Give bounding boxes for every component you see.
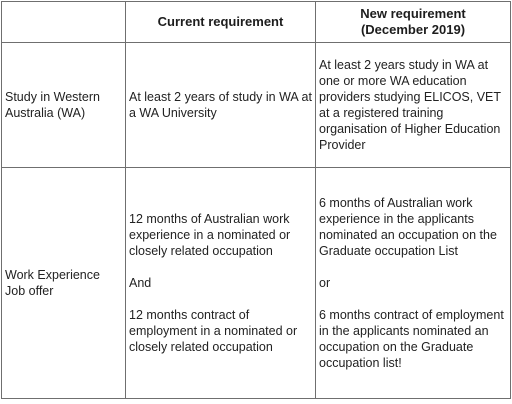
table-row-study: [2, 43, 511, 168]
requirements-table: [1, 1, 511, 399]
new-contract-text: 6 months contract of employment in the applicants nominated an occupation on the Graduate occupation list!: [319, 308, 504, 370]
table-row-work: [2, 168, 511, 399]
row-label-work: Work Experience Job offer: [2, 168, 126, 399]
current-requirement-work: [126, 168, 316, 399]
current-connector-text: And: [129, 276, 152, 290]
new-requirement-work: [316, 168, 511, 399]
header-new-requirement: [316, 2, 511, 43]
current-work-experience-text: 12 months of Australian work experience in a nominated or closely related occupation: [129, 212, 291, 258]
current-requirement-study: At least 2 years of study in WA at a WA University: [126, 43, 316, 168]
row-label-study: Study in Western Australia (WA): [2, 43, 126, 168]
header-current-requirement: Current requirement: [126, 2, 316, 43]
new-work-experience-text: 6 months of Australian work experience in the applicants nominated an occupation on the Graduate occupation List: [319, 196, 497, 258]
current-contract-text: 12 months contract of employment in a nominated or closely related occupation: [129, 308, 298, 354]
header-new-requirement-date: (December 2019): [360, 22, 466, 37]
new-requirement-study: At least 2 years study in WA at one or more WA education providers studying ELICOS, VET at a registered training organisation of Higher Education Provider: [316, 43, 511, 168]
header-empty-cell: [2, 2, 126, 43]
new-connector-text: or: [319, 276, 331, 290]
header-row: [2, 2, 511, 43]
header-new-requirement-title: New requirement: [360, 6, 466, 21]
